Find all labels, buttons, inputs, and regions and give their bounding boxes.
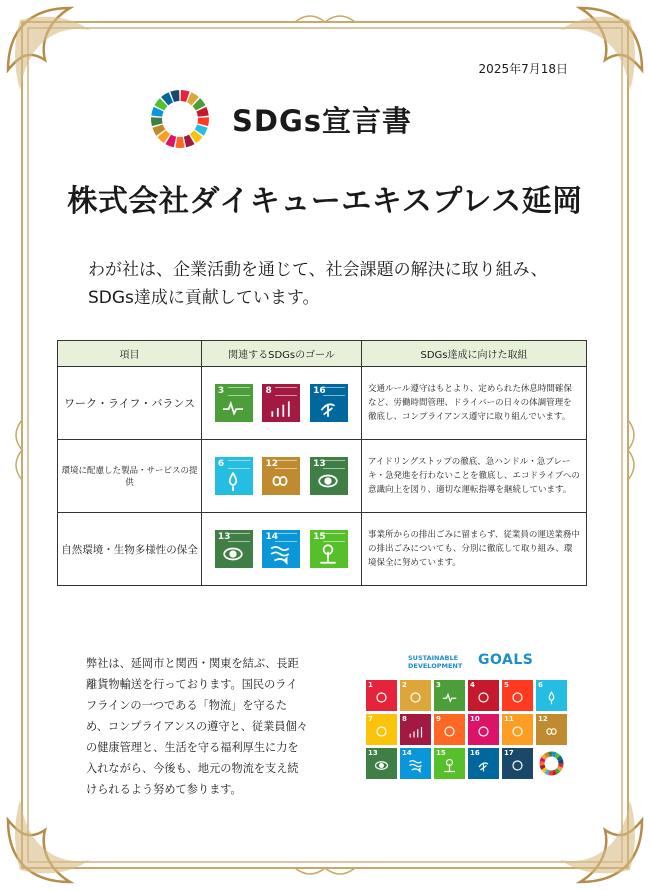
goal-number: 17 — [504, 749, 514, 757]
table-header-row — [58, 341, 587, 367]
row-action: アイドリングストップの徹底、急ハンドル・急ブレーキ・急発進を行わないことを徹底し、エコドライブへの意識向上を図り、適切な運転指導を継続しています。 — [362, 440, 587, 513]
goal-number: 10 — [470, 715, 480, 723]
goal-number: 7 — [368, 715, 373, 723]
sdg-goal-14-tile — [262, 530, 300, 568]
goal-number: 12 — [538, 715, 548, 723]
sdg-goals-table — [57, 340, 587, 586]
goal-number: 4 — [470, 681, 475, 689]
header-goals: 関連するSDGsのゴール — [202, 341, 362, 367]
sdg-goal-label-bar — [275, 533, 297, 542]
header-item: 項目 — [58, 341, 202, 367]
sdgs-wheel-icon — [150, 89, 210, 149]
goal-13-tile — [366, 748, 397, 779]
goal-number: 1 — [368, 681, 373, 689]
row-goal-icons — [202, 513, 362, 586]
sdg-goal-label-bar — [275, 460, 297, 469]
goal-12-tile — [536, 714, 567, 745]
goals-logo-line1: SUSTAINABLE — [408, 654, 459, 662]
sdg-goal-label-bar — [323, 460, 345, 469]
sdg-goal-number: 16 — [313, 386, 326, 396]
goal-7-tile — [366, 714, 397, 745]
sdg-goal-3-tile — [215, 384, 253, 422]
goal-number: 16 — [470, 749, 480, 757]
goal-5-tile — [502, 680, 533, 711]
sdg-goal-number: 14 — [265, 532, 279, 542]
intro-line-1: わが社は、企業活動を通じて、社会課題の解決に取り組み、 — [88, 260, 548, 280]
table-row — [58, 440, 587, 513]
goal-number: 11 — [504, 715, 514, 723]
sdg-goals-logo — [366, 650, 572, 680]
row-action: 交通ルール遵守はもとより、定められた休息時間確保など、労働時間管理、ドライバーの日々の体調管理を徹底し、コンプライアンス遵守に取り組んでいます。 — [362, 367, 587, 440]
closing-statement: 弊社は、延岡市と関西・関東を結ぶ、長距離貨物輸送を行っております。国民のライフラインの一つである「物流」を守るため、コンプライアンスの遵守と、従業員個々の健康管理と、生活を守る福利厚生に力を入れながら、今後も、地元の物流を支え続けられるよう努めて参ります。 — [86, 657, 308, 796]
sdg-goal-number: 3 — [217, 386, 225, 396]
row-goal-icons — [202, 440, 362, 513]
intro-line-2: SDGs達成に貢献しています。 — [88, 288, 320, 308]
goal-10-tile — [468, 714, 499, 745]
sdg-goal-label-bar — [323, 533, 345, 542]
sdg-goal-number: 8 — [265, 386, 272, 396]
goal-number: 9 — [436, 715, 441, 723]
goal-6-tile — [536, 680, 567, 711]
sdg-goal-number: 15 — [313, 532, 326, 542]
wheel-segment — [176, 137, 185, 148]
sdg-goal-6-tile — [215, 457, 253, 495]
sdg-goal-number: 6 — [217, 459, 225, 469]
goal-16-tile — [468, 748, 499, 779]
sdg-goal-number: 13 — [217, 532, 231, 542]
wheel-segment — [151, 117, 163, 126]
sdg-goal-label-bar — [323, 387, 345, 396]
goals-logo-small — [408, 654, 462, 670]
goal-17-tile — [502, 748, 533, 779]
sdg-goal-label-bar — [275, 387, 297, 396]
goal-11-tile — [502, 714, 533, 745]
goals-logo-big: GOALS — [478, 652, 534, 668]
goal-number: 13 — [368, 749, 378, 757]
sdg-goal-15-tile — [310, 530, 348, 568]
row-item-eco-products: 環境に配慮した製品・サービスの提供 — [58, 440, 202, 513]
company-name: 株式会社ダイキューエキスプレス延岡 — [67, 184, 583, 219]
goal-number: 3 — [436, 681, 441, 689]
wheel-segment — [197, 117, 209, 126]
sdg-goal-label-bar — [228, 387, 250, 396]
goal-number: 6 — [538, 681, 543, 689]
goal-number: 2 — [402, 681, 407, 689]
issue-date: 2025年7月18日 — [478, 62, 568, 76]
sdg-goal-label-bar — [228, 460, 250, 469]
declaration-title: SDGs宣言書 — [232, 103, 413, 138]
goal-number: 5 — [504, 681, 509, 689]
sdg-goal-number: 13 — [313, 459, 326, 469]
row-item-biodiversity: 自然環境・生物多様性の保全 — [58, 513, 202, 586]
goals-grid — [366, 680, 572, 779]
sdg-goal-16-tile — [310, 384, 348, 422]
table-row — [58, 513, 587, 586]
sdg-goal-13-tile — [310, 457, 348, 495]
goal-number: 8 — [402, 715, 407, 723]
row-action: 事業所からの排出ごみに留まらず、従業員の運送業務中の排出ごみについても、分別に徹底して取り組み、環境保全に努めています。 — [362, 513, 587, 586]
intro-statement — [88, 256, 548, 312]
goal-15-tile — [434, 748, 465, 779]
goal-number: 14 — [402, 749, 412, 757]
sdg-wheel-tile — [536, 748, 567, 779]
goal-4-tile — [468, 680, 499, 711]
header-actions: SDGs達成に向けた取組 — [362, 341, 587, 367]
goal-2-tile — [400, 680, 431, 711]
sdg-goal-8-tile — [262, 384, 300, 422]
goal-9-tile — [434, 714, 465, 745]
row-item-work-life-balance: ワーク・ライフ・バランス — [58, 367, 202, 440]
declaration-header — [150, 88, 412, 150]
goal-1-tile — [366, 680, 397, 711]
sdg-goal-label-bar — [228, 533, 250, 542]
goal-3-tile — [434, 680, 465, 711]
goal-number: 15 — [436, 749, 446, 757]
table-row — [58, 367, 587, 440]
goals-logo-line2: DEVELOPMENT — [408, 662, 463, 670]
sdg-goal-12-tile — [262, 457, 300, 495]
sdg-goal-13-tile — [215, 530, 253, 568]
sdg-goal-number: 12 — [265, 459, 279, 469]
row-goal-icons — [202, 367, 362, 440]
goal-8-tile — [400, 714, 431, 745]
goal-14-tile — [400, 748, 431, 779]
sdg-goals-poster — [366, 650, 572, 779]
